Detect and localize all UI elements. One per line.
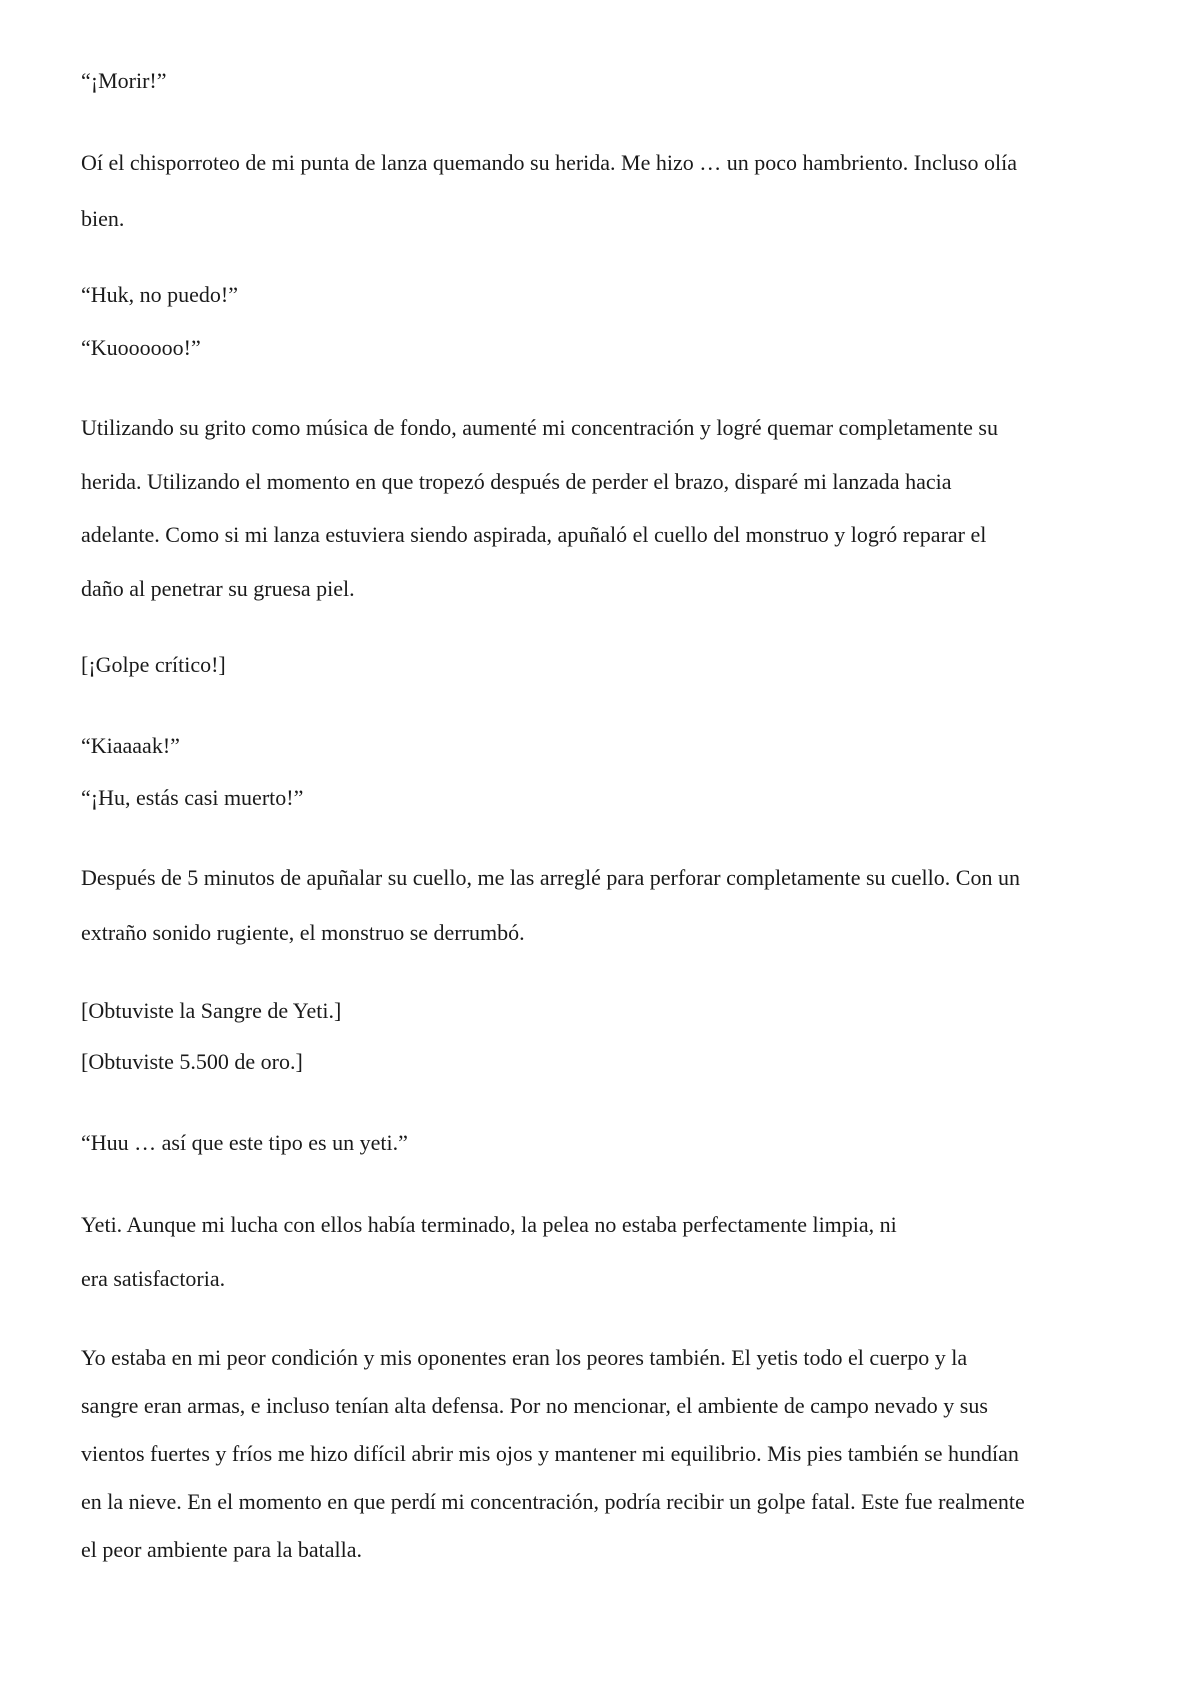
text-line: Yo estaba en mi peor condición y mis oponentes eran los peores también. El yetis todo el cuerpo y la [81, 1345, 968, 1370]
text-line: sangre eran armas, e incluso tenían alta defensa. Por no mencionar, el ambiente de campo nevado y sus [81, 1393, 988, 1418]
text-line-system-message: [Obtuviste la Sangre de Yeti.] [81, 998, 342, 1023]
text-line: el peor ambiente para la batalla. [81, 1537, 362, 1562]
text-line-system-message: [¡Golpe crítico!] [81, 652, 226, 677]
text-line-system-message: [Obtuviste 5.500 de oro.] [81, 1049, 303, 1074]
text-line: en la nieve. En el momento en que perdí mi concentración, podría recibir un golpe fatal. Este fue realmente [81, 1489, 1025, 1514]
text-line: Yeti. Aunque mi lucha con ellos había terminado, la pelea no estaba perfectamente limpia, ni [81, 1212, 897, 1237]
text-line: herida. Utilizando el momento en que tropezó después de perder el brazo, disparé mi lanzada hacia [81, 469, 952, 494]
text-line: Oí el chisporroteo de mi punta de lanza quemando su herida. Me hizo … un poco hambriento. Incluso olía [81, 150, 1017, 175]
text-line-dialogue: “¡Morir!” [81, 68, 167, 93]
text-line: adelante. Como si mi lanza estuviera siendo aspirada, apuñaló el cuello del monstruo y logró reparar el [81, 522, 987, 547]
text-line: Utilizando su grito como música de fondo, aumenté mi concentración y logré quemar completamente su [81, 415, 998, 440]
text-line-dialogue: “Huk, no puedo!” [81, 282, 239, 307]
text-line: era satisfactoria. [81, 1266, 226, 1291]
text-line-dialogue: “¡Hu, estás casi muerto!” [81, 785, 304, 810]
text-line-dialogue: “Kuoooooo!” [81, 335, 201, 360]
text-line: daño al penetrar su gruesa piel. [81, 576, 355, 601]
text-line: extraño sonido rugiente, el monstruo se derrumbó. [81, 920, 525, 945]
text-line: bien. [81, 206, 125, 231]
text-line-dialogue: “Kiaaaak!” [81, 733, 180, 758]
text-line: vientos fuertes y fríos me hizo difícil abrir mis ojos y mantener mi equilibrio. Mis pies también se hundían [81, 1441, 1019, 1466]
text-line: Después de 5 minutos de apuñalar su cuello, me las arreglé para perforar completamente su cuello. Con un [81, 865, 1020, 890]
text-line-dialogue: “Huu … así que este tipo es un yeti.” [81, 1130, 408, 1155]
